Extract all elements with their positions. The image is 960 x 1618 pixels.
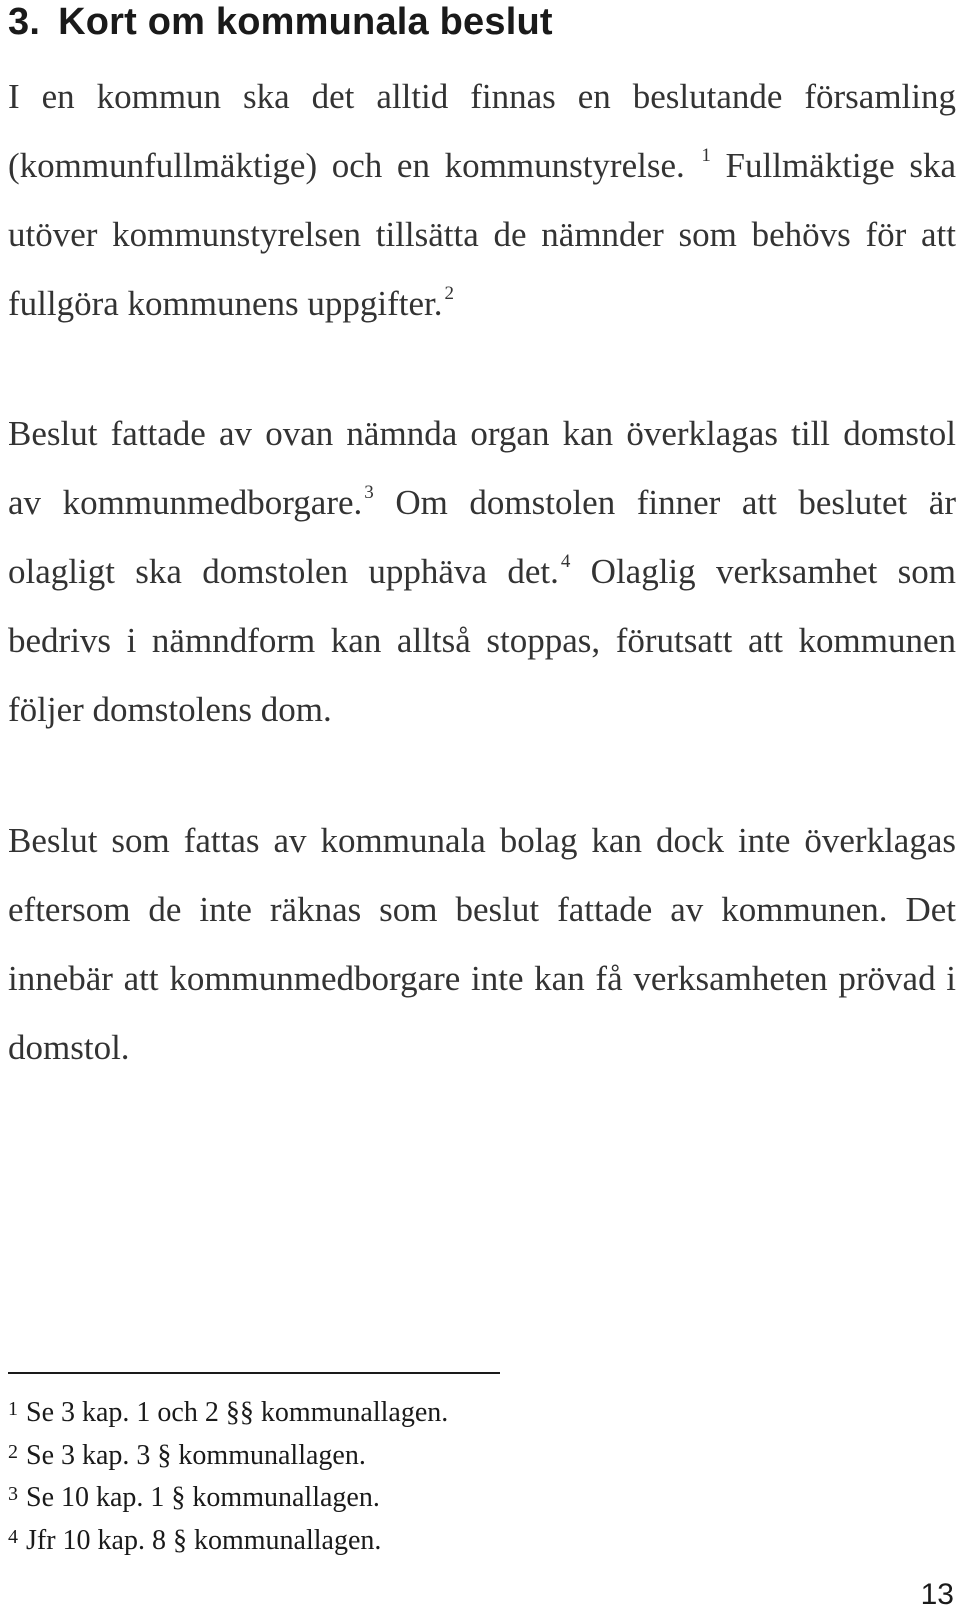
paragraph-1 (8, 62, 956, 338)
paragraph-text: Fullmäktige ska utöver kommunstyrelsen tillsätta de nämnder som behövs för att fullgöra kommunens uppgifter. (8, 146, 956, 323)
footnote-number: 2 (8, 1440, 18, 1463)
paragraph-text: Om domstolen finner att beslutet är olagligt ska domstolen upphäva det. (8, 483, 956, 591)
paragraph-text: Olaglig verksamhet som bedrivs i nämndform kan alltså stoppas, förutsatt att kommunen följer domstolens dom. (8, 552, 957, 729)
section-number: 3. (8, 1, 41, 43)
footnote-number: 3 (8, 1483, 18, 1505)
footnote-text: Se 3 kap. 3 § kommunallagen. (26, 1439, 366, 1471)
footnote-reference: 4 (560, 551, 571, 572)
footnote-number: 1 (8, 1398, 18, 1420)
footnote-reference: 1 (701, 145, 711, 166)
section-heading (8, 0, 553, 44)
paragraph-text: I en kommun ska det alltid finnas en beslutande församling (kommunfullmäktige) och en kommunstyrelse. (8, 77, 956, 185)
footnote-text: Se 10 kap. 1 § kommunallagen. (26, 1482, 380, 1513)
section-title: Kort om kommunala beslut (58, 1, 553, 43)
paragraph-text: Beslut fattade av ovan nämnda organ kan överklagas till domstol av kommunmedborgare. (8, 414, 956, 522)
footnote-reference: 3 (364, 482, 374, 503)
footnote (8, 1390, 448, 1433)
footnote (8, 1433, 448, 1476)
footnote-reference: 2 (444, 283, 455, 304)
page-number: 13 (920, 1578, 954, 1611)
footnote-separator (8, 1372, 500, 1374)
footnote-list (8, 1390, 448, 1560)
paragraph-3 (8, 806, 956, 1082)
footnote (8, 1475, 448, 1518)
paragraph-text: Beslut som fattas av kommunala bolag kan dock inte överklagas eftersom de inte räknas som beslut fattade av kommunen. Det innebär att kommunmedborgare inte kan få verksamheten prövad i domstol. (8, 821, 956, 1067)
footnote-text: Jfr 10 kap. 8 § kommunallagen. (26, 1524, 382, 1556)
footnote (8, 1518, 448, 1561)
footnote-number: 4 (8, 1525, 18, 1548)
footnote-text: Se 3 kap. 1 och 2 §§ kommunallagen. (26, 1397, 449, 1428)
paragraph-2 (8, 399, 956, 744)
